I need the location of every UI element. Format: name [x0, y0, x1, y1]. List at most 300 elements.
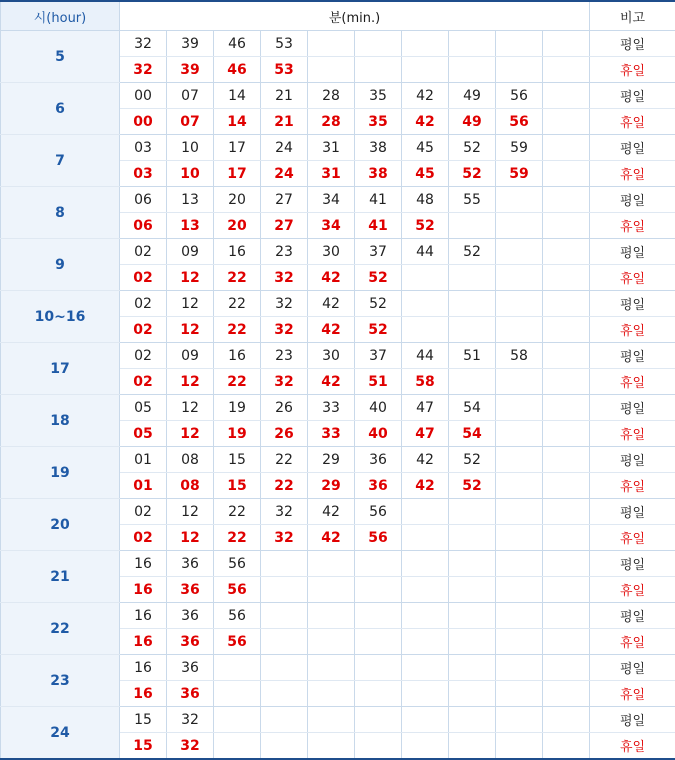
- weekday-minute-cell: 48: [402, 187, 449, 213]
- holiday-minute-cell: [355, 629, 402, 655]
- weekday-minute-cell: [449, 499, 496, 525]
- weekday-minute-cell: 51: [449, 343, 496, 369]
- holiday-label: 휴일: [590, 265, 675, 291]
- weekday-minute-cell: [214, 655, 261, 681]
- weekday-minute-cell: [496, 499, 543, 525]
- header-row: [1, 1, 675, 31]
- weekday-minute-cell: 35: [355, 83, 402, 109]
- weekday-minute-cell: [355, 31, 402, 57]
- hour-header: 시(hour): [1, 1, 120, 31]
- holiday-minute-cell: 52: [449, 473, 496, 499]
- holiday-minute-cell: [308, 629, 355, 655]
- weekday-minute-cell: 15: [120, 707, 167, 733]
- weekday-row: [1, 447, 675, 473]
- holiday-minute-cell: [543, 369, 590, 395]
- holiday-minute-cell: [496, 317, 543, 343]
- holiday-minute-cell: [402, 681, 449, 707]
- weekday-minute-cell: 00: [120, 83, 167, 109]
- weekday-minute-cell: 39: [167, 31, 214, 57]
- weekday-row: [1, 603, 675, 629]
- weekday-minute-cell: [308, 707, 355, 733]
- holiday-minute-cell: [355, 577, 402, 603]
- weekday-minute-cell: 42: [402, 447, 449, 473]
- weekday-minute-cell: 28: [308, 83, 355, 109]
- weekday-minute-cell: [543, 291, 590, 317]
- weekday-minute-cell: [449, 291, 496, 317]
- weekday-label: 평일: [590, 291, 675, 317]
- holiday-minute-cell: 10: [167, 161, 214, 187]
- weekday-minute-cell: 52: [449, 447, 496, 473]
- weekday-minute-cell: 23: [261, 343, 308, 369]
- holiday-minute-cell: 16: [120, 577, 167, 603]
- holiday-minute-cell: 36: [167, 629, 214, 655]
- holiday-minute-cell: 41: [355, 213, 402, 239]
- holiday-minute-cell: [402, 525, 449, 551]
- hour-cell: 7: [1, 135, 120, 187]
- holiday-minute-cell: [449, 681, 496, 707]
- holiday-minute-cell: 32: [261, 265, 308, 291]
- holiday-minute-cell: [402, 577, 449, 603]
- weekday-minute-cell: 16: [120, 655, 167, 681]
- holiday-label: 휴일: [590, 109, 675, 135]
- weekday-label: 평일: [590, 447, 675, 473]
- holiday-minute-cell: 06: [120, 213, 167, 239]
- weekday-minute-cell: 52: [449, 239, 496, 265]
- holiday-minute-cell: [261, 629, 308, 655]
- weekday-minute-cell: 19: [214, 395, 261, 421]
- holiday-label: 휴일: [590, 161, 675, 187]
- weekday-minute-cell: 54: [449, 395, 496, 421]
- holiday-minute-cell: 32: [167, 733, 214, 760]
- weekday-label: 평일: [590, 135, 675, 161]
- holiday-minute-cell: 03: [120, 161, 167, 187]
- weekday-minute-cell: [543, 135, 590, 161]
- weekday-minute-cell: [449, 603, 496, 629]
- holiday-minute-cell: 12: [167, 525, 214, 551]
- holiday-label: 휴일: [590, 213, 675, 239]
- holiday-minute-cell: [496, 369, 543, 395]
- holiday-minute-cell: [449, 629, 496, 655]
- hour-cell: 6: [1, 83, 120, 135]
- weekday-minute-cell: [543, 343, 590, 369]
- weekday-row: [1, 239, 675, 265]
- holiday-minute-cell: 16: [120, 681, 167, 707]
- weekday-minute-cell: 56: [214, 603, 261, 629]
- holiday-label: 휴일: [590, 525, 675, 551]
- weekday-minute-cell: 36: [355, 447, 402, 473]
- weekday-minute-cell: [496, 291, 543, 317]
- weekday-minute-cell: 16: [214, 343, 261, 369]
- weekday-minute-cell: 10: [167, 135, 214, 161]
- holiday-minute-cell: [261, 733, 308, 760]
- weekday-minute-cell: 16: [120, 603, 167, 629]
- weekday-row: [1, 187, 675, 213]
- weekday-minute-cell: 22: [261, 447, 308, 473]
- weekday-label: 평일: [590, 603, 675, 629]
- holiday-minute-cell: [543, 473, 590, 499]
- holiday-minute-cell: [308, 57, 355, 83]
- weekday-minute-cell: 15: [214, 447, 261, 473]
- weekday-row: [1, 707, 675, 733]
- holiday-minute-cell: 51: [355, 369, 402, 395]
- weekday-label: 평일: [590, 239, 675, 265]
- holiday-minute-cell: 22: [214, 265, 261, 291]
- holiday-minute-cell: 32: [120, 57, 167, 83]
- holiday-label: 휴일: [590, 473, 675, 499]
- holiday-minute-cell: 54: [449, 421, 496, 447]
- holiday-minute-cell: [496, 681, 543, 707]
- weekday-minute-cell: 32: [261, 499, 308, 525]
- weekday-minute-cell: 52: [355, 291, 402, 317]
- weekday-minute-cell: 37: [355, 343, 402, 369]
- weekday-minute-cell: 34: [308, 187, 355, 213]
- weekday-label: 평일: [590, 499, 675, 525]
- weekday-minute-cell: [261, 603, 308, 629]
- holiday-minute-cell: 15: [214, 473, 261, 499]
- holiday-minute-cell: [214, 733, 261, 760]
- weekday-row: [1, 395, 675, 421]
- holiday-minute-cell: 28: [308, 109, 355, 135]
- holiday-minute-cell: [543, 525, 590, 551]
- holiday-minute-cell: 22: [214, 369, 261, 395]
- holiday-minute-cell: 12: [167, 265, 214, 291]
- weekday-minute-cell: 03: [120, 135, 167, 161]
- holiday-minute-cell: 36: [355, 473, 402, 499]
- weekday-minute-cell: [402, 291, 449, 317]
- weekday-minute-cell: [449, 655, 496, 681]
- weekday-label: 평일: [590, 31, 675, 57]
- weekday-minute-cell: 06: [120, 187, 167, 213]
- hour-cell: 24: [1, 707, 120, 760]
- holiday-minute-cell: 56: [496, 109, 543, 135]
- weekday-minute-cell: 31: [308, 135, 355, 161]
- weekday-minute-cell: [543, 83, 590, 109]
- holiday-minute-cell: 12: [167, 317, 214, 343]
- holiday-minute-cell: [402, 317, 449, 343]
- holiday-minute-cell: [543, 109, 590, 135]
- holiday-minute-cell: 42: [308, 265, 355, 291]
- weekday-minute-cell: 24: [261, 135, 308, 161]
- hour-cell: 8: [1, 187, 120, 239]
- holiday-minute-cell: 07: [167, 109, 214, 135]
- weekday-minute-cell: 47: [402, 395, 449, 421]
- weekday-minute-cell: [543, 239, 590, 265]
- weekday-minute-cell: [496, 655, 543, 681]
- weekday-minute-cell: [355, 655, 402, 681]
- holiday-minute-cell: 08: [167, 473, 214, 499]
- weekday-minute-cell: [496, 551, 543, 577]
- holiday-minute-cell: 42: [308, 525, 355, 551]
- holiday-minute-cell: 40: [355, 421, 402, 447]
- holiday-minute-cell: [261, 577, 308, 603]
- weekday-minute-cell: 02: [120, 499, 167, 525]
- holiday-minute-cell: [308, 681, 355, 707]
- holiday-minute-cell: 36: [167, 577, 214, 603]
- weekday-minute-cell: [496, 187, 543, 213]
- weekday-minute-cell: 42: [402, 83, 449, 109]
- weekday-minute-cell: [449, 707, 496, 733]
- holiday-minute-cell: 19: [214, 421, 261, 447]
- holiday-minute-cell: 22: [261, 473, 308, 499]
- holiday-minute-cell: 33: [308, 421, 355, 447]
- weekday-minute-cell: 27: [261, 187, 308, 213]
- weekday-minute-cell: [402, 551, 449, 577]
- weekday-minute-cell: 30: [308, 239, 355, 265]
- holiday-minute-cell: 52: [449, 161, 496, 187]
- weekday-minute-cell: [496, 603, 543, 629]
- weekday-minute-cell: [543, 603, 590, 629]
- weekday-minute-cell: 16: [214, 239, 261, 265]
- weekday-minute-cell: [308, 655, 355, 681]
- weekday-row: [1, 31, 675, 57]
- holiday-minute-cell: [449, 317, 496, 343]
- holiday-minute-cell: [308, 733, 355, 760]
- holiday-minute-cell: 12: [167, 421, 214, 447]
- weekday-minute-cell: [496, 239, 543, 265]
- holiday-minute-cell: [543, 421, 590, 447]
- holiday-label: 휴일: [590, 733, 675, 760]
- holiday-minute-cell: 42: [402, 109, 449, 135]
- weekday-minute-cell: 09: [167, 343, 214, 369]
- holiday-minute-cell: 56: [355, 525, 402, 551]
- weekday-minute-cell: 42: [308, 499, 355, 525]
- holiday-minute-cell: [543, 629, 590, 655]
- holiday-minute-cell: 14: [214, 109, 261, 135]
- weekday-minute-cell: [261, 707, 308, 733]
- weekday-minute-cell: [402, 499, 449, 525]
- holiday-minute-cell: [402, 733, 449, 760]
- holiday-minute-cell: [496, 525, 543, 551]
- holiday-minute-cell: [449, 577, 496, 603]
- hour-cell: 19: [1, 447, 120, 499]
- weekday-minute-cell: [355, 707, 402, 733]
- weekday-minute-cell: 32: [261, 291, 308, 317]
- holiday-minute-cell: 32: [261, 369, 308, 395]
- holiday-minute-cell: [543, 265, 590, 291]
- holiday-minute-cell: [496, 421, 543, 447]
- weekday-minute-cell: 41: [355, 187, 402, 213]
- holiday-minute-cell: 52: [402, 213, 449, 239]
- weekday-minute-cell: 38: [355, 135, 402, 161]
- holiday-minute-cell: 35: [355, 109, 402, 135]
- holiday-minute-cell: [543, 213, 590, 239]
- holiday-minute-cell: 52: [355, 317, 402, 343]
- holiday-minute-cell: 56: [214, 629, 261, 655]
- holiday-minute-cell: 05: [120, 421, 167, 447]
- weekday-minute-cell: [496, 707, 543, 733]
- weekday-minute-cell: [543, 395, 590, 421]
- holiday-minute-cell: 17: [214, 161, 261, 187]
- weekday-minute-cell: 23: [261, 239, 308, 265]
- weekday-minute-cell: 56: [496, 83, 543, 109]
- holiday-minute-cell: [308, 577, 355, 603]
- weekday-minute-cell: 12: [167, 395, 214, 421]
- holiday-minute-cell: 42: [308, 317, 355, 343]
- holiday-minute-cell: [214, 681, 261, 707]
- weekday-minute-cell: [543, 551, 590, 577]
- holiday-minute-cell: [355, 733, 402, 760]
- weekday-minute-cell: 20: [214, 187, 261, 213]
- minutes-header: 분(min.): [120, 1, 590, 31]
- hour-cell: 5: [1, 31, 120, 83]
- weekday-label: 평일: [590, 655, 675, 681]
- holiday-minute-cell: 47: [402, 421, 449, 447]
- weekday-row: [1, 343, 675, 369]
- holiday-minute-cell: 15: [120, 733, 167, 760]
- weekday-row: [1, 291, 675, 317]
- weekday-minute-cell: 46: [214, 31, 261, 57]
- holiday-minute-cell: [496, 629, 543, 655]
- holiday-minute-cell: [496, 473, 543, 499]
- weekday-minute-cell: 05: [120, 395, 167, 421]
- holiday-minute-cell: 27: [261, 213, 308, 239]
- weekday-minute-cell: 08: [167, 447, 214, 473]
- holiday-minute-cell: 24: [261, 161, 308, 187]
- weekday-minute-cell: 22: [214, 499, 261, 525]
- holiday-minute-cell: [402, 57, 449, 83]
- holiday-label: 휴일: [590, 57, 675, 83]
- weekday-minute-cell: 40: [355, 395, 402, 421]
- weekday-minute-cell: [543, 707, 590, 733]
- weekday-minute-cell: 26: [261, 395, 308, 421]
- weekday-minute-cell: [543, 31, 590, 57]
- weekday-label: 평일: [590, 707, 675, 733]
- weekday-minute-cell: [402, 707, 449, 733]
- weekday-minute-cell: 58: [496, 343, 543, 369]
- holiday-minute-cell: 32: [261, 525, 308, 551]
- weekday-minute-cell: 36: [167, 655, 214, 681]
- holiday-label: 휴일: [590, 421, 675, 447]
- holiday-minute-cell: [543, 681, 590, 707]
- weekday-minute-cell: 56: [355, 499, 402, 525]
- holiday-minute-cell: [355, 57, 402, 83]
- holiday-minute-cell: 59: [496, 161, 543, 187]
- weekday-minute-cell: [214, 707, 261, 733]
- weekday-minute-cell: [308, 603, 355, 629]
- weekday-minute-cell: [402, 603, 449, 629]
- weekday-minute-cell: [496, 31, 543, 57]
- holiday-label: 휴일: [590, 629, 675, 655]
- holiday-minute-cell: 02: [120, 265, 167, 291]
- holiday-minute-cell: [402, 265, 449, 291]
- note-header: 비고: [590, 1, 675, 31]
- holiday-minute-cell: 52: [355, 265, 402, 291]
- weekday-minute-cell: [543, 447, 590, 473]
- holiday-minute-cell: [543, 161, 590, 187]
- holiday-minute-cell: 16: [120, 629, 167, 655]
- weekday-label: 평일: [590, 187, 675, 213]
- holiday-minute-cell: 29: [308, 473, 355, 499]
- weekday-minute-cell: 01: [120, 447, 167, 473]
- weekday-minute-cell: 37: [355, 239, 402, 265]
- weekday-minute-cell: [402, 655, 449, 681]
- weekday-minute-cell: [308, 551, 355, 577]
- holiday-minute-cell: 02: [120, 369, 167, 395]
- weekday-label: 평일: [590, 83, 675, 109]
- timetable-body: [1, 31, 675, 760]
- weekday-minute-cell: 55: [449, 187, 496, 213]
- weekday-minute-cell: 36: [167, 603, 214, 629]
- weekday-minute-cell: 02: [120, 291, 167, 317]
- weekday-minute-cell: [308, 31, 355, 57]
- holiday-label: 휴일: [590, 681, 675, 707]
- holiday-minute-cell: [449, 525, 496, 551]
- holiday-minute-cell: 13: [167, 213, 214, 239]
- holiday-minute-cell: [496, 733, 543, 760]
- weekday-row: [1, 83, 675, 109]
- holiday-minute-cell: [449, 57, 496, 83]
- weekday-minute-cell: 07: [167, 83, 214, 109]
- holiday-minute-cell: 20: [214, 213, 261, 239]
- weekday-row: [1, 135, 675, 161]
- hour-cell: 9: [1, 239, 120, 291]
- weekday-minute-cell: 29: [308, 447, 355, 473]
- weekday-minute-cell: [449, 551, 496, 577]
- weekday-minute-cell: [402, 31, 449, 57]
- weekday-minute-cell: [261, 551, 308, 577]
- weekday-minute-cell: 16: [120, 551, 167, 577]
- holiday-minute-cell: 53: [261, 57, 308, 83]
- hour-cell: 18: [1, 395, 120, 447]
- holiday-minute-cell: 42: [308, 369, 355, 395]
- holiday-label: 휴일: [590, 317, 675, 343]
- holiday-minute-cell: [543, 317, 590, 343]
- weekday-minute-cell: 17: [214, 135, 261, 161]
- holiday-minute-cell: 38: [355, 161, 402, 187]
- weekday-minute-cell: 32: [167, 707, 214, 733]
- holiday-label: 휴일: [590, 369, 675, 395]
- holiday-minute-cell: [449, 733, 496, 760]
- hour-cell: 22: [1, 603, 120, 655]
- holiday-minute-cell: 56: [214, 577, 261, 603]
- holiday-minute-cell: 02: [120, 317, 167, 343]
- holiday-minute-cell: [543, 577, 590, 603]
- holiday-minute-cell: 22: [214, 525, 261, 551]
- holiday-minute-cell: [543, 57, 590, 83]
- weekday-minute-cell: 53: [261, 31, 308, 57]
- weekday-minute-cell: [355, 603, 402, 629]
- weekday-minute-cell: 02: [120, 239, 167, 265]
- weekday-minute-cell: 22: [214, 291, 261, 317]
- weekday-minute-cell: [543, 655, 590, 681]
- holiday-minute-cell: [543, 733, 590, 760]
- hour-cell: 21: [1, 551, 120, 603]
- holiday-minute-cell: [402, 629, 449, 655]
- holiday-minute-cell: 42: [402, 473, 449, 499]
- weekday-minute-cell: 42: [308, 291, 355, 317]
- hour-cell: 20: [1, 499, 120, 551]
- holiday-minute-cell: [261, 681, 308, 707]
- weekday-minute-cell: [543, 499, 590, 525]
- holiday-minute-cell: 39: [167, 57, 214, 83]
- weekday-minute-cell: 13: [167, 187, 214, 213]
- weekday-minute-cell: 59: [496, 135, 543, 161]
- weekday-minute-cell: 02: [120, 343, 167, 369]
- holiday-minute-cell: [496, 213, 543, 239]
- weekday-minute-cell: 21: [261, 83, 308, 109]
- weekday-minute-cell: 32: [120, 31, 167, 57]
- weekday-label: 평일: [590, 343, 675, 369]
- holiday-minute-cell: 31: [308, 161, 355, 187]
- weekday-label: 평일: [590, 551, 675, 577]
- hour-cell: 10~16: [1, 291, 120, 343]
- weekday-row: [1, 499, 675, 525]
- weekday-minute-cell: 56: [214, 551, 261, 577]
- weekday-minute-cell: 44: [402, 239, 449, 265]
- holiday-minute-cell: 58: [402, 369, 449, 395]
- holiday-minute-cell: 02: [120, 525, 167, 551]
- holiday-label: 휴일: [590, 577, 675, 603]
